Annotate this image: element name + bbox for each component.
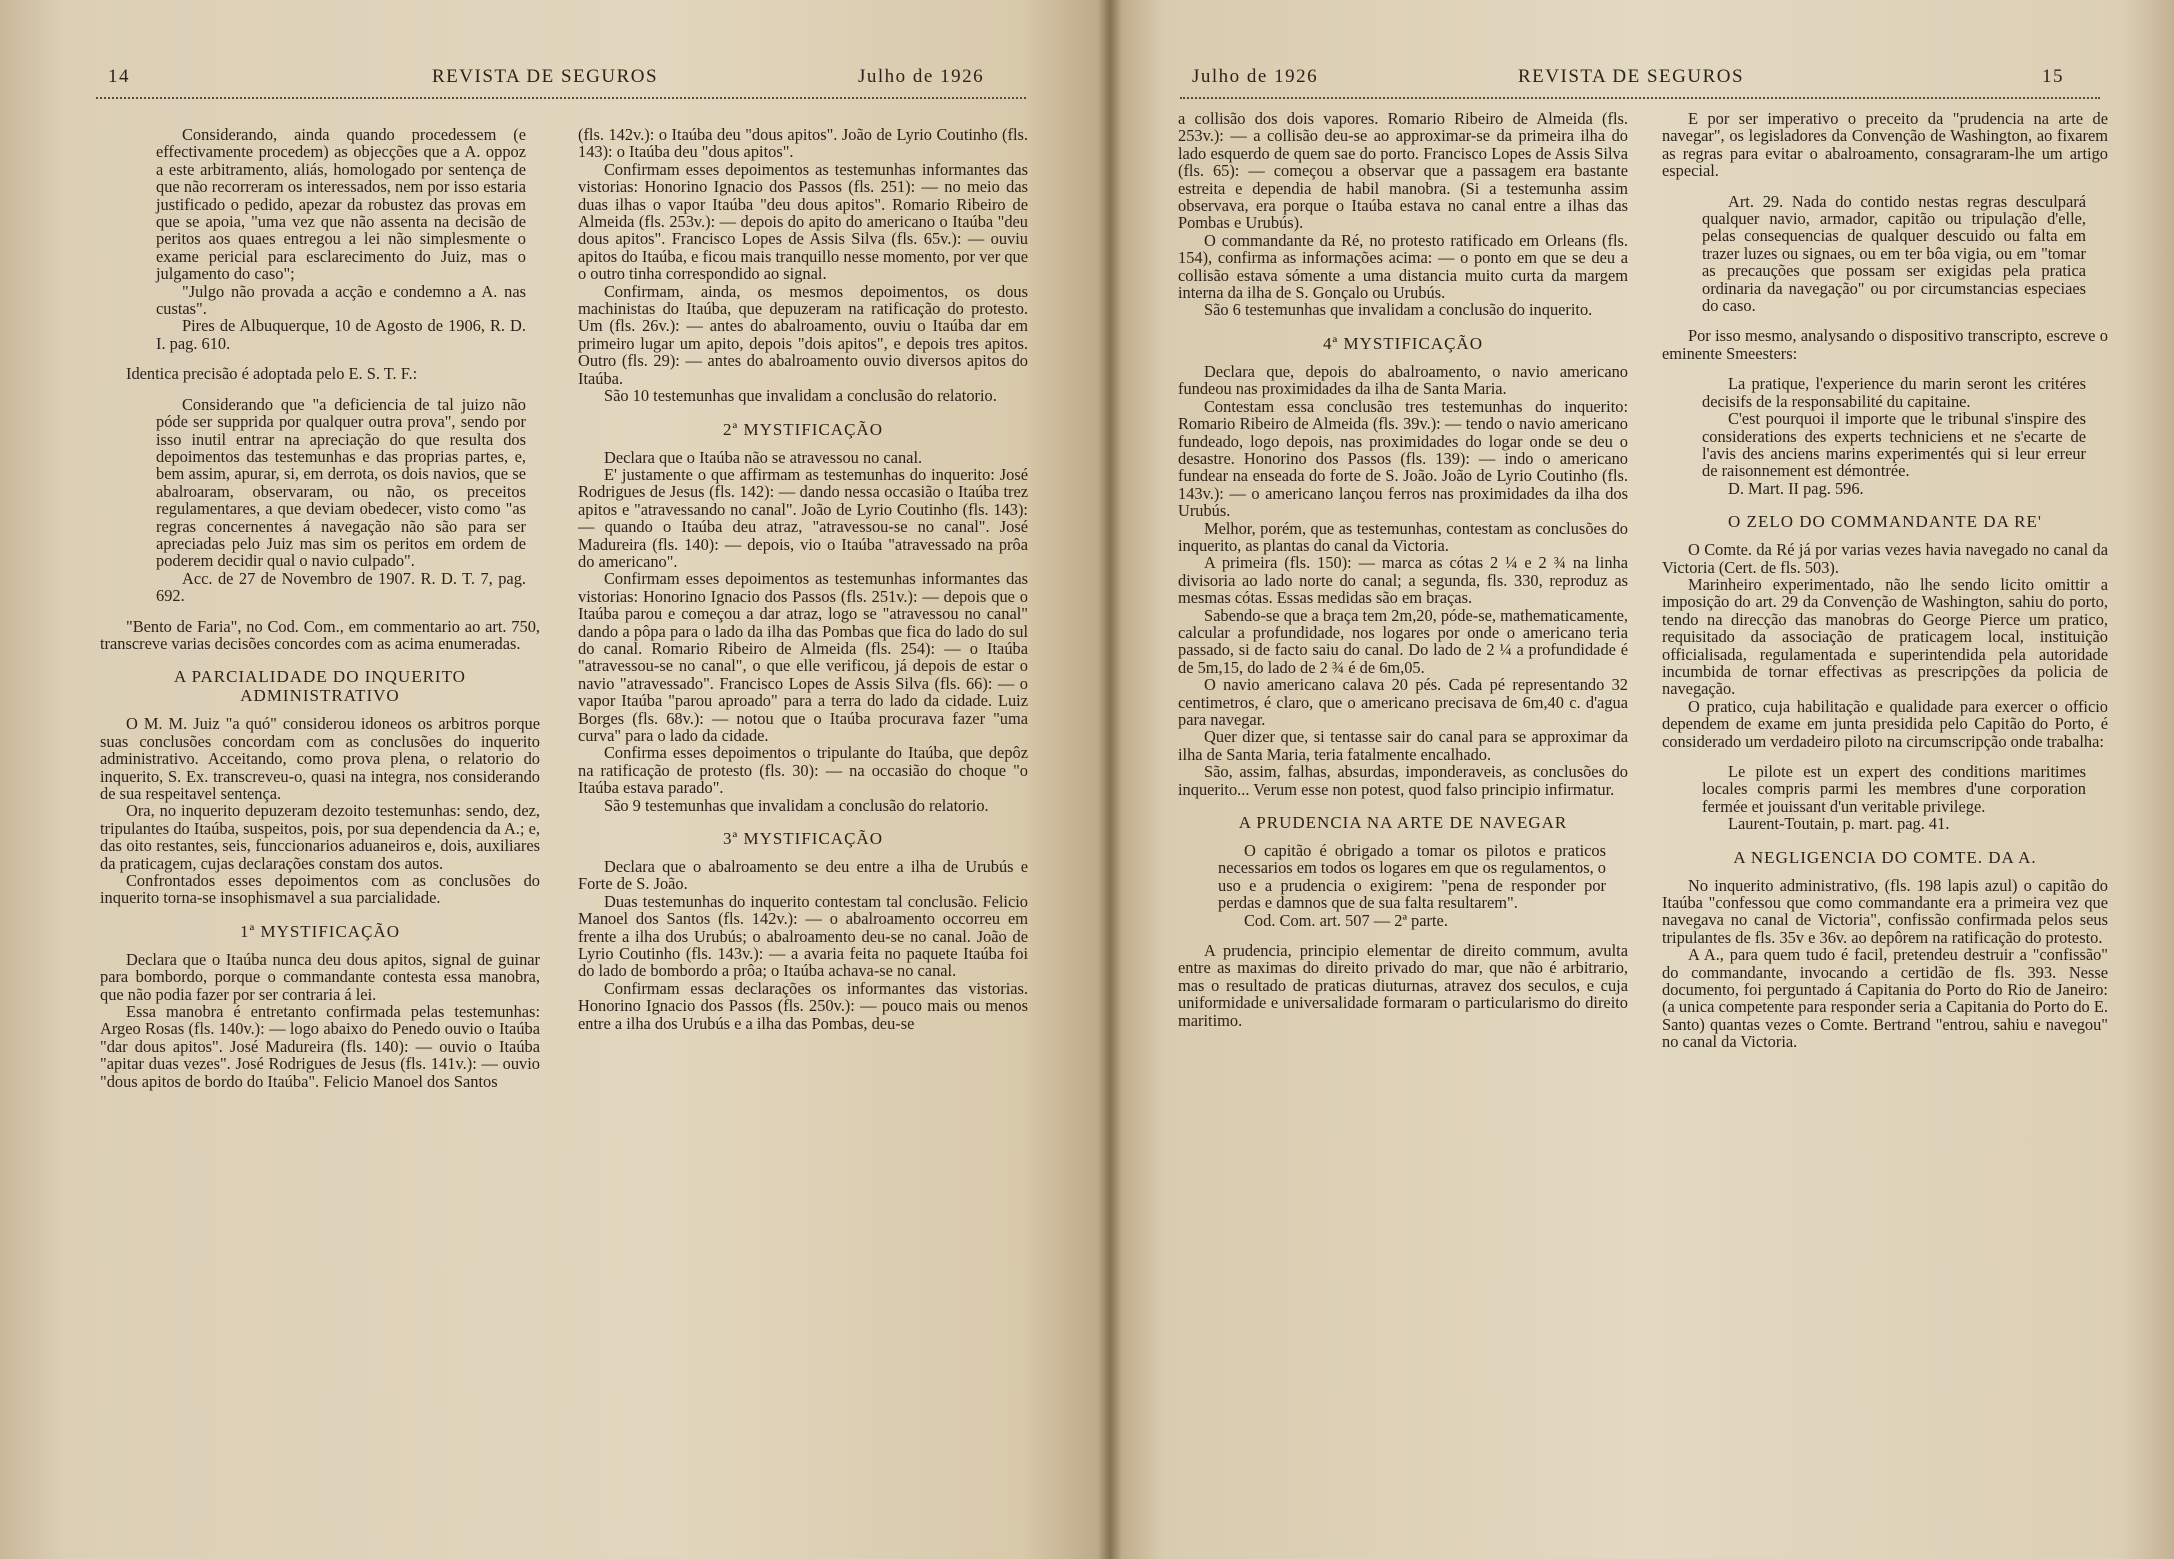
paragraph: Duas testemunhas do inquerito contestam tal conclusão. Felicio Manoel dos Santos (fls. 142v.): — o abalroamento occorreu em frente a ilha dos Urubús; o abalroamento deu-se no canal. João de Lyrio Coutinho (fls. 143v.): — a avaria feita no paquete Itaúba foi do lado de bombordo a prôa; o Itaúba achava-se no canal.	[578, 891, 1028, 981]
paragraph: Sabendo-se que a braça tem 2m,20, póde-se, mathematicamente, calcular a profundidade, nos logares por onde o americano teria passado, si de facto saiu do canal. Do lado de 2 ¼ a profundidade é de 5m,15, do lado de 2 ¾ é de 6m,05.	[1178, 605, 1628, 677]
quote-paragraph: Le pilote est un expert des conditions maritimes locales compris parmi les membres d'une corporation fermée et jouissant d'un veritable privilege.	[1702, 762, 2086, 816]
paragraph: Contestam essa conclusão tres testemunhas do inquerito: Romario Ribeiro de Almeida (fls. 39v.): — tendo o navio americano fundeado, logo depois, nas proximidades do logar onde se deu o desastre. Honorino dos Passos (fls. 139): — indo o americano fundear na enseada do forte de S. João. João de Lyrio Coutinho (fls. 143v.): — o americano lançou ferros nas proximidades da ilha dos Urubús.	[1178, 396, 1628, 521]
left-column-2	[578, 126, 1028, 1032]
paragraph: O navio americano calava 20 pés. Cada pé representando 32 centimetros, é claro, que o americano precisava de 6m,40 c. d'agua para navegar.	[1178, 675, 1628, 729]
section-heading: 2ª MYSTIFICAÇÃO	[723, 419, 883, 439]
paragraph: E' justamente o que affirmam as testemunhas do inquerito: José Rodrigues de Jesus (fls. 142): — dando nessa occasião o Itaúba trez apitos e "atravessando no canal". João de Lyrio Coutinho (fls. 143): — quando o Itaúba deu atraz, "atravessou-se no canal". José Madureira (fls. 140): — depois, vio o Itaúba "atravessado na prôa do americano".	[578, 464, 1028, 571]
page-number: 15	[2042, 66, 2064, 87]
paragraph: Quer dizer que, si tentasse sair do canal para se approximar da ilha de Santa Maria, teria fatalmente encalhado.	[1178, 727, 1628, 764]
running-title: REVISTA DE SEGUROS	[432, 66, 659, 87]
paragraph: Identica precisão é adoptada pelo E. S. T. F.:	[126, 364, 418, 384]
paragraph: Ora, no inquerito depuzeram dezoito testemunhas: sendo, dez, tripulantes do Itaúba, suspeitos, pois, por sua dependencia da A.; e, das oito restantes, seis, funccionarios aduaneiros e, dois, auxiliares da praticagem, cujas declarações constam dos autos.	[100, 801, 540, 873]
paragraph: E por ser imperativo o preceito da "prudencia na arte de navegar", os legisladores da Convenção de Washington, ao fixarem as regras para evitar o abalroamento, consagraram-lhe um artigo especial.	[1662, 109, 2108, 181]
paragraph: O pratico, cuja habilitação e qualidade para exercer o officio dependem de exame em junta presidida pelo Capitão do Porto, é considerado um verdadeiro piloto na circumscripção onde trabalha:	[1662, 696, 2108, 751]
paragraph: No inquerito administrativo, (fls. 198 lapis azul) o capitão do Itaúba "confessou que como commandante era a primeira vez que navegava no canal de Victoria", confissão confirmada pelos seus tripulantes de fls. 35v e 36v. ao depôrem na ratificação do protesto.	[1662, 875, 2108, 947]
paragraph: Melhor, porém, que as testemunhas, contestam as conclusões do inquerito, as plantas do canal da Victoria.	[1178, 518, 1628, 555]
paragraph: Declara que o Itaúba nunca deu dous apitos, signal de guinar para bombordo, porque o commandante contesta essa manobra, que não podia fazer por ser contraria á lei.	[100, 949, 540, 1004]
paragraph: A primeira (fls. 150): — marca as cótas 2 ¼ e 2 ¾ na linha divisoria ao lado norte do canal; a segunda, fls. 330, reproduz as mesmas cótas. Essas medidas são em braças.	[1178, 553, 1628, 608]
quote-citation: Acc. de 27 de Novembro de 1907. R. D. T. 7, pag. 692.	[156, 568, 526, 606]
section-heading: 4ª MYSTIFICAÇÃO	[1323, 333, 1483, 353]
paragraph: São 6 testemunhas que invalidam a conclusão do inquerito.	[1204, 300, 1593, 320]
paragraph: Confirmam essas declarações os informantes das vistorias. Honorino Ignacio dos Passos (fls. 250v.): — pouco mais ou menos entre a ilha dos Urubús e a ilha das Pombas, deu-se	[578, 978, 1028, 1033]
paragraph: Declara que o abalroamento se deu entre a ilha de Urubús e Forte de S. João.	[578, 857, 1028, 894]
section-heading: 1ª MYSTIFICAÇÃO	[240, 921, 400, 941]
left-column-1	[100, 126, 540, 1090]
issue-date: Julho de 1926	[1192, 66, 1319, 87]
quote-paragraph: C'est pourquoi il importe que le tribunal s'inspire des considerations des experts techniciens et ne s'ecarte de l'avis des anciens marins experimentés qui si leur erreur de raisonnement est démontrée.	[1702, 409, 2086, 481]
right-page	[1110, 0, 2174, 1559]
quote-paragraph: La pratique, l'experience du marin seront les critéres decisifs de la responsabilité du capitaine.	[1702, 374, 2086, 411]
paragraph: Essa manobra é entretanto confirmada pelas testemunhas: Argeo Rosas (fls. 140v.): — logo abaixo do Penedo ouvio o Itaúba "dar dous apitos". José Madureira (fls. 140): — ouvio o Itaúba "apitar duas vezes". José Rodrigues de Jesus (fls. 141v.): — ouvio "dous apitos de bordo do Itaúba". Felicio Manoel dos Santos	[100, 1002, 540, 1091]
quote-paragraph: O capitão é obrigado a tomar os pilotos e praticos necessarios em todos os logares em que os regulamentos, o uso e a prudencia o exigirem: "pena de responder por perdas e damnos que de sua falta resultarem".	[1218, 841, 1606, 913]
section-heading: 3ª MYSTIFICAÇÃO	[723, 829, 883, 849]
quote-paragraph: Considerando que "a deficiencia de tal juizo não póde ser supprida por qualquer outra prova", sendo por isso inutil entrar na apreciação do que resulta dos depoimentos das testemunhas e das proprias partes, e, bem assim, apurar, si, em derrota, os dois navios, que se abalroaram, observaram, ou não, os preceitos regulamentares, a que deviam obedecer, visto como "as regras concernentes á navegação não são para ser apreciadas pelo Juiz mas sim os peritos em ordem de poderem decidir qual o navio culpado".	[156, 394, 526, 571]
right-column-1	[1178, 110, 1628, 1029]
paragraph: O commandante da Ré, no protesto ratificado em Orleans (fls. 154), confirma as informações acima: — o ponto em que se deu a collisão estava sómente a uma distancia muito curta da margem interna da ilha de S. Gonçalo ou Urubús.	[1178, 230, 1628, 303]
paragraph: "Bento de Faria", no Cod. Com., em commentario ao art. 750, transcreve varias decisões concordes com as acima enumeradas.	[100, 616, 540, 653]
section-heading: A NEGLIGENCIA DO COMTE. DA A.	[1733, 847, 2037, 867]
quote-citation: Laurent-Toutain, p. mart. pag. 41.	[1728, 814, 1950, 834]
quote-paragraph: Considerando, ainda quando procedessem (e effectivamente procedem) as objecções que a A. oppoz a este arbitramento, aliás, homologado por sentença de que não recorreram os interessados, nem por isso estaria justificado o pedido, apezar da robustez das provas em que se apoia, "uma vez que não assenta na decisão de peritos aos quaes entregou a lei não simplesmente o exame pericial para esclarecimento do Juiz, mas o julgamento do caso";	[156, 125, 526, 284]
paragraph: Marinheiro experimentado, não lhe sendo licito omittir a imposição do art. 29 da Convenção de Washington, sahiu do porto, tendo na direcção das manobras do George Pierce um pratico, requisitado da associação de praticagem local, instituição officialisada, regulamentada e superintendida pela autoridade incumbida de tornar effectivas as prescripções da policia de navegação.	[1662, 574, 2108, 699]
paragraph: O Comte. da Ré já por varias vezes havia navegado no canal da Victoria (Cert. de fls. 503).	[1662, 540, 2108, 577]
paragraph: Confirmam esses depoimentos as testemunhas informantes das vistorias: Honorino Ignacio dos Passos (fls. 251): — no meio das duas ilhas o vapor Itaúba "deu dous apitos". Romario Ribeiro de Almeida (fls. 253v.): — depois do apito do americano o Itaúba "deu dous apitos". Francisco Lopes de Assis Silva (fls. 65v.): — ouviu apitos do Itaúba, e ficou mais tranquillo nesse momento, por ver que o outro tinha correspondido ao signal.	[578, 159, 1028, 284]
paragraph: São, assim, falhas, absurdas, imponderaveis, as conclusões do inquerito... Verum esse non potest, quod falso principio infirmatur.	[1178, 762, 1628, 799]
issue-date: Julho de 1926	[858, 66, 985, 87]
quote-citation: Cod. Com. art. 507 — 2ª parte.	[1244, 910, 1448, 930]
paragraph: São 9 testemunhas que invalidam a conclusão do relatorio.	[604, 795, 989, 815]
paragraph: (fls. 142v.): o Itaúba deu "dous apitos". João de Lyrio Coutinho (fls. 143): o Itaúba deu "dous apitos".	[578, 125, 1028, 162]
paragraph: A prudencia, principio elementar de direito commum, avulta entre as maximas do direito privado do mar, que não é arbitrario, mas o resultado de praticas diuturnas, atravez dos seculos, e cuja uniformidade e universalidade formaram o particularismo do direito maritimo.	[1178, 941, 1628, 1030]
page-number: 14	[108, 66, 130, 87]
paragraph: A A., para quem tudo é facil, pretendeu destruir a "confissão" do commandante, invocando a certidão de fls. 393. Nesse documento, foi perguntado á Capitania do Porto do Rio de Janeiro: (a unica competente para responder seria a Capitania do Porto do E. Santo) quantas vezes o Comte. Bertrand "entrou, sahiu e navegou" no canal da Victoria.	[1662, 945, 2108, 1052]
quote-paragraph: "Julgo não provada a acção e condemno a A. nas custas".	[156, 281, 526, 319]
paragraph: Declara que, depois do abalroamento, o navio americano fundeou nas proximidades da ilha de Santa Maria.	[1178, 361, 1628, 399]
section-heading: A PRUDENCIA NA ARTE DE NAVEGAR	[1238, 813, 1568, 833]
section-heading: A PARCIALIDADE DO INQUERITO ADMINISTRATIVO	[174, 667, 466, 706]
quote-citation: D. Mart. II pag. 596.	[1728, 478, 1864, 498]
right-column-2	[1662, 110, 2108, 1051]
paragraph: a collisão dos dois vapores. Romario Ribeiro de Almeida (fls. 253v.): — a collisão deu-se ao approximar-se da primeira ilha do lado esquerdo de quem sae do porto. Francisco Lopes de Assis Silva (fls. 65): — começou a observar que a passagem era bastante estreita e dependia de habil manobra. (Si a testemunha assim observava, era porque o Itaúba estava no canal entre a ilhas das Pombas e Urubús).	[1178, 109, 1628, 233]
paragraph: Por isso mesmo, analysando o dispositivo transcripto, escreve o eminente Smeesters:	[1662, 326, 2108, 363]
paragraph: O M. M. Juiz "a quó" considerou idoneos os arbitros porque suas conclusões concordam com as conclusões do inquerito administrativo. Acceitando, como prova plena, o relatorio do inquerito, S. Ex. transcreveu-o, quasi na integra, nos considerando de sua respeitavel sentença.	[100, 714, 540, 803]
paragraph: Confirmam, ainda, os mesmos depoimentos, os dous machinistas do Itaúba, que depuzeram na ratificação do protesto. Um (fls. 26v.): — antes do abalroamento, ouviu o Itaúba dar em primeiro lugar um apito, depois "dois apitos", e depois tres apitos. Outro (fls. 29): — antes do abalroamento ouvio diversos apitos do Itaúba.	[578, 281, 1028, 388]
quote-citation: Pires de Albuquerque, 10 de Agosto de 1906, R. D. I. pag. 610.	[156, 316, 526, 353]
section-heading: O ZELO DO COMMANDANTE DA RE'	[1728, 512, 2042, 532]
header-rule	[1180, 97, 2100, 99]
paragraph: Confrontados esses depoimentos com as conclusões do inquerito torna-se insophismavel a sua parcialidade.	[100, 871, 540, 908]
paragraph: Declara que o Itaúba não se atravessou no canal.	[604, 447, 923, 467]
running-title: REVISTA DE SEGUROS	[1518, 66, 1745, 87]
paragraph: Confirma esses depoimentos o tripulante do Itaúba, que depôz na ratificação de protesto (fls. 30): — na occasião do choque "o Itaúba estava parado".	[578, 743, 1028, 798]
header-rule	[96, 97, 1026, 99]
book-gutter	[1098, 0, 1122, 1559]
quote-paragraph: Art. 29. Nada do contido nestas regras desculpará qualquer navio, armador, capitão ou tripulação d'elle, pelas consequencias de qualquer descuido ou falta em trazer luzes ou signaes, ou em ter bôa vigia, ou em "tomar as precauções que possam ser exigidas pela pratica ordinaria da navegação" ou por circumstancias especiaes do caso.	[1702, 191, 2086, 316]
paragraph: São 10 testemunhas que invalidam a conclusão do relatorio.	[604, 386, 997, 406]
paragraph: Confirmam esses depoimentos as testemunhas informantes das vistorias: Honorino Ignacio dos Passos (fls. 251v.): — depois que o Itaúba parou e começou a dar atraz, logo se "atravessou no canal" dando a pôpa para o lado da ilha das Pombas que fica do lado do sul do canal. Romario Ribeiro de Almeida (fls. 254): — o Itaúba "atravessou-se no canal", o que elle verificou, já depois de estar o navio "atravessado". Francisco Lopes de Assis Silva (fls. 66): — o vapor Itaúba "parou aproado" para a terra do lado da cidade. Luiz Borges (fls. 68v.): — notou que o Itaúba procurava fazer "uma curva" para o lado da cidade.	[578, 569, 1028, 745]
